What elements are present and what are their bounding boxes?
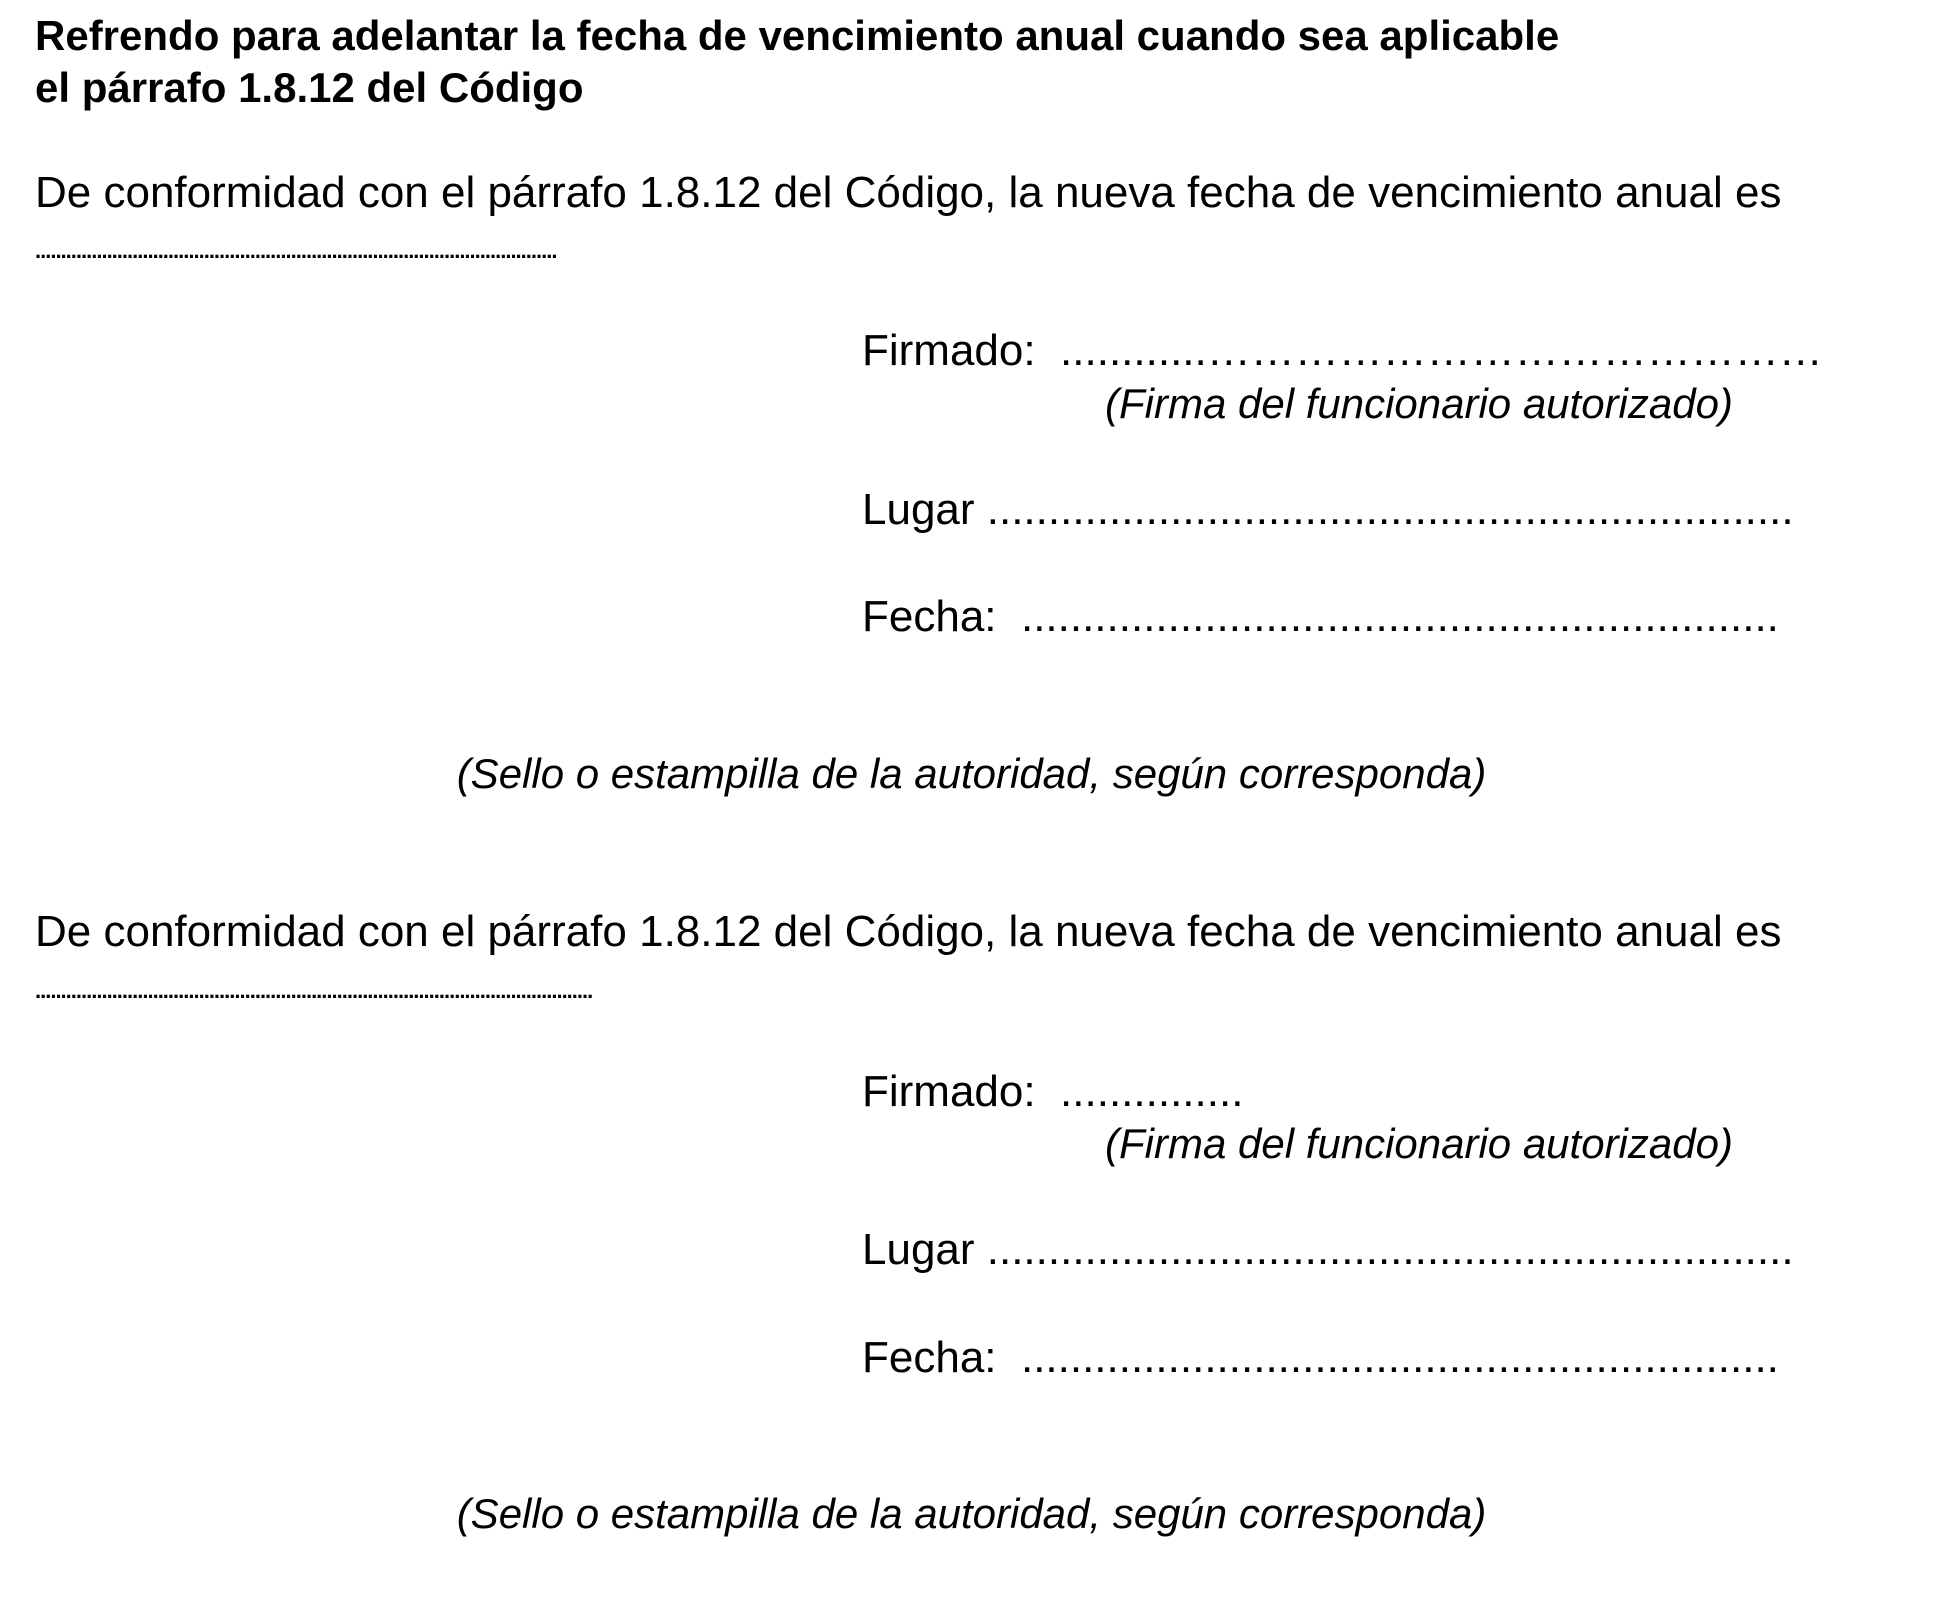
endorsement-2-date-field[interactable]: Fecha: ..............................................................	[862, 1333, 1779, 1382]
endorsement-2-signature-caption: (Firma del funcionario autorizado)	[1105, 1120, 1733, 1167]
endorsement-2-place-field[interactable]: Lugar ..................................................................	[862, 1225, 1794, 1274]
endorsement-2-seal-caption: (Sello o estampilla de la autoridad, según corresponda)	[456, 1490, 1487, 1537]
endorsement-2-statement: De conformidad con el párrafo 1.8.12 del Código, la nueva fecha de vencimiento anual es	[35, 907, 1782, 956]
endorsement-1-date-field[interactable]: Fecha: ..............................................................	[862, 592, 1779, 641]
endorsement-1-place-field[interactable]: Lugar ..................................................................	[862, 485, 1794, 534]
endorsement-1-signature-caption: (Firma del funcionario autorizado)	[1105, 380, 1733, 427]
endorsement-1-date-line[interactable]: ......................................................................................................	[35, 238, 557, 263]
document-title-line-2: el párrafo 1.8.12 del Código	[35, 64, 584, 111]
endorsement-2-signed-field[interactable]: Firmado: ...............	[862, 1067, 1244, 1116]
endorsement-1-statement: De conformidad con el párrafo 1.8.12 del Código, la nueva fecha de vencimiento anual es	[35, 168, 1782, 217]
endorsement-1-seal-caption: (Sello o estampilla de la autoridad, según corresponda)	[456, 750, 1487, 797]
endorsement-1-signed-field[interactable]: Firmado: ............……………………………………	[862, 326, 1823, 375]
endorsement-2-date-line[interactable]: .............................................................................................................	[35, 978, 593, 1003]
document-title-line-1: Refrendo para adelantar la fecha de vencimiento anual cuando sea aplicable	[35, 12, 1560, 59]
